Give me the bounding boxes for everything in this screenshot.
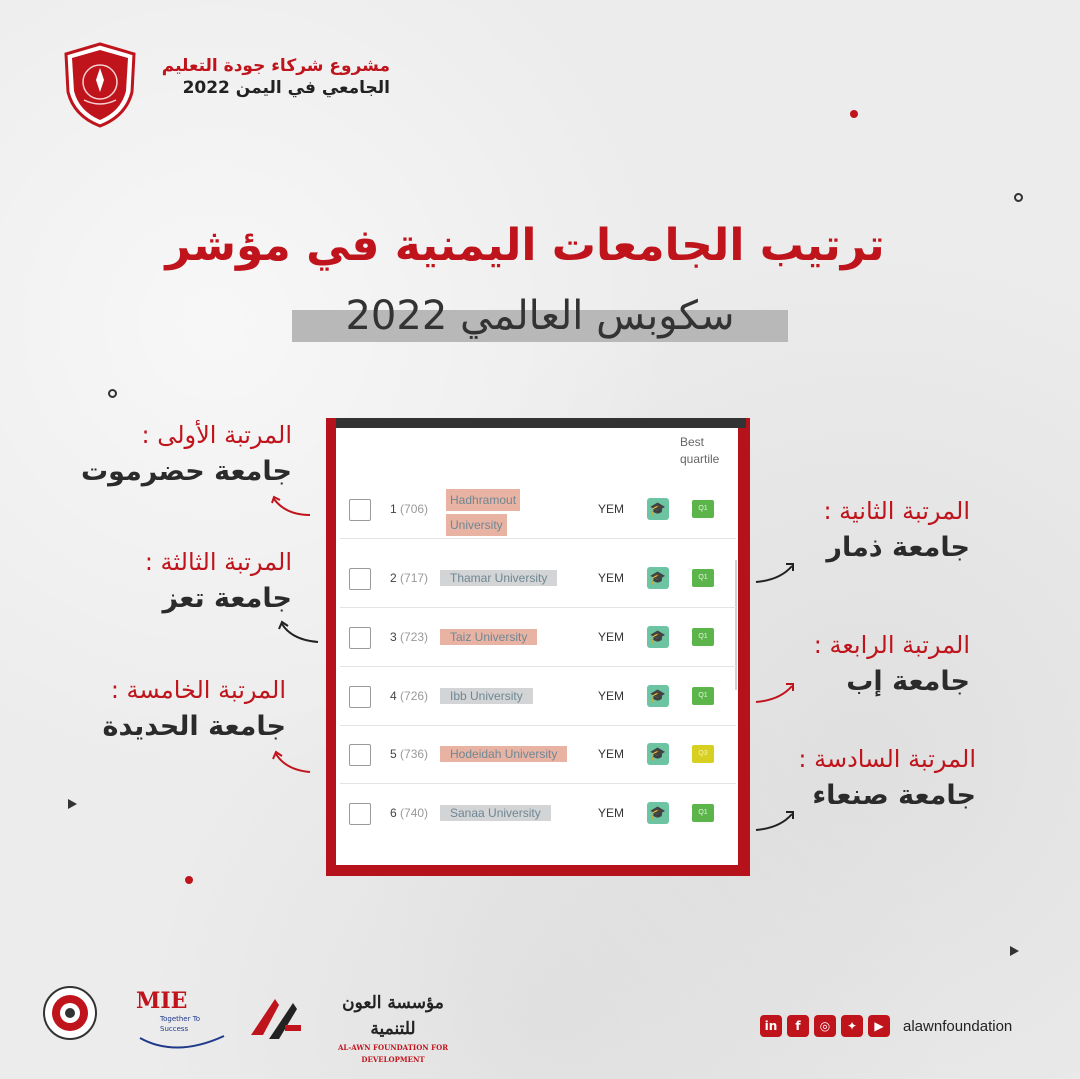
rank-number: 6 [390,806,397,820]
row-checkbox[interactable] [349,499,371,521]
label-fifth-rank: المرتبة الخامسة : [110,676,286,704]
table-frame-top [336,418,746,428]
mie-text: MIE [136,988,188,1014]
quartile-badge: Q3 [692,745,714,763]
page-title: ترتيب الجامعات اليمنية في مؤشر [165,220,885,271]
university-name[interactable] [440,489,520,539]
label-fourth-rank: المرتبة الرابعة : [813,631,970,659]
rank-number: 4 [390,689,397,703]
table-row [340,480,736,539]
calligraphy-logo [245,985,307,1045]
label-third-rank: المرتبة الثالثة : [144,548,292,576]
decor-ring [108,389,117,398]
quartile-badge: Q1 [692,569,714,587]
quartile-badge: Q1 [692,628,714,646]
label-third [52,545,292,619]
best-label: Best [680,435,705,449]
arrow-icon [270,495,318,523]
youtube-icon[interactable]: ▶ [868,1015,890,1037]
project-line2: الجامعي في اليمن 2022 [182,78,390,98]
linkedin-icon[interactable]: in [760,1015,782,1037]
alawn-english: AL-AWN FOUNDATION FOR DEVELOPMENT [337,1043,449,1064]
quartile-badge: Q1 [692,687,714,705]
rank-number: 5 [390,747,397,761]
decor-dot [850,110,858,118]
rank-number: 3 [390,630,397,644]
rank-number: 2 [390,571,397,585]
graduation-cap-icon[interactable]: 🎓 [647,743,669,765]
label-second-name: جامعة ذمار [826,532,970,563]
quartile-badge: Q1 [692,500,714,518]
graduation-cap-icon[interactable]: 🎓 [647,685,669,707]
rank-score: (726) [400,689,429,703]
university-name[interactable]: Sanaa University [440,805,551,821]
alawn-arabic: مؤسسة العون للتنمية [342,993,444,1039]
row-rank [390,629,428,645]
arrow-icon [276,620,324,648]
label-sixth-rank: المرتبة السادسة : [798,745,976,773]
arrow-icon [752,680,800,708]
project-shield-logo [64,42,136,128]
page-subtitle: سكوبس العالمي 2022 [345,293,735,339]
university-name[interactable]: Taiz University [440,629,537,645]
label-first-name: جامعة حضرموت [81,456,292,487]
label-fifth-name: جامعة الحديدة [102,711,286,742]
label-second [730,494,970,568]
rank-score: (706) [400,502,429,516]
row-checkbox[interactable] [349,744,371,766]
graduation-cap-icon[interactable]: 🎓 [647,498,669,520]
quartile-badge: Q1 [692,804,714,822]
quartile-label: quartile [680,452,720,466]
decor-dot [185,876,193,884]
mie-logo [136,988,228,1044]
instagram-icon[interactable]: ◎ [814,1015,836,1037]
row-checkbox[interactable] [349,686,371,708]
social-handle[interactable]: alawnfoundation [903,1017,1013,1035]
best-quartile-header [680,434,740,468]
row-rank [390,805,428,821]
twitter-icon[interactable]: ✦ [841,1015,863,1037]
label-fourth-name: جامعة إب [846,666,970,697]
graduation-cap-icon[interactable]: 🎓 [647,567,669,589]
university-name[interactable]: Ibb University [440,688,533,704]
rank-score: (723) [400,630,429,644]
rank-number: 1 [390,502,397,516]
row-rank [390,688,428,704]
label-sixth-name: جامعة صنعاء [812,780,976,811]
facebook-icon[interactable]: f [787,1015,809,1037]
label-fifth [46,673,286,747]
country-code: YEM [598,806,625,820]
label-first-rank: المرتبة الأولى : [141,421,292,449]
table-row [340,549,736,608]
university-name-line1: Hadhramout [446,489,520,511]
country-code: YEM [598,502,625,516]
row-checkbox[interactable] [349,568,371,590]
label-sixth [736,742,976,816]
table-row [340,667,736,726]
row-checkbox[interactable] [349,803,371,825]
row-rank [390,570,428,586]
rank-score: (740) [400,806,429,820]
graduation-cap-icon[interactable]: 🎓 [647,802,669,824]
table-row [340,608,736,667]
rank-score: (717) [400,571,429,585]
university-name[interactable]: Hodeidah University [440,746,567,762]
row-rank [390,501,428,517]
mie-swoosh [136,1034,228,1054]
country-code: YEM [598,571,625,585]
country-code: YEM [598,689,625,703]
university-name[interactable]: Thamar University [440,570,557,586]
alawn-foundation-logo [318,990,468,1064]
arrow-icon [752,808,800,836]
graduation-cap-icon[interactable]: 🎓 [647,626,669,648]
arrow-icon [270,750,318,778]
university-name-line2: University [446,514,507,536]
rank-score: (736) [400,747,429,761]
table-row [340,784,736,842]
decor-triangle [1010,946,1019,956]
label-second-rank: المرتبة الثانية : [823,497,970,525]
row-checkbox[interactable] [349,627,371,649]
social-links [760,1013,1050,1039]
decor-ring [1014,193,1023,202]
row-rank [390,746,428,762]
label-third-name: جامعة تعز [162,583,292,614]
mie-tagline: Together To Success [160,1015,201,1033]
table-row [340,725,736,784]
country-code: YEM [598,747,625,761]
label-first [52,418,292,492]
ministry-logo [42,985,98,1041]
arrow-icon [752,560,800,588]
project-line1: مشروع شركاء جودة التعليم [161,56,390,76]
country-code: YEM [598,630,625,644]
decor-triangle [68,799,77,809]
project-title [150,55,390,99]
